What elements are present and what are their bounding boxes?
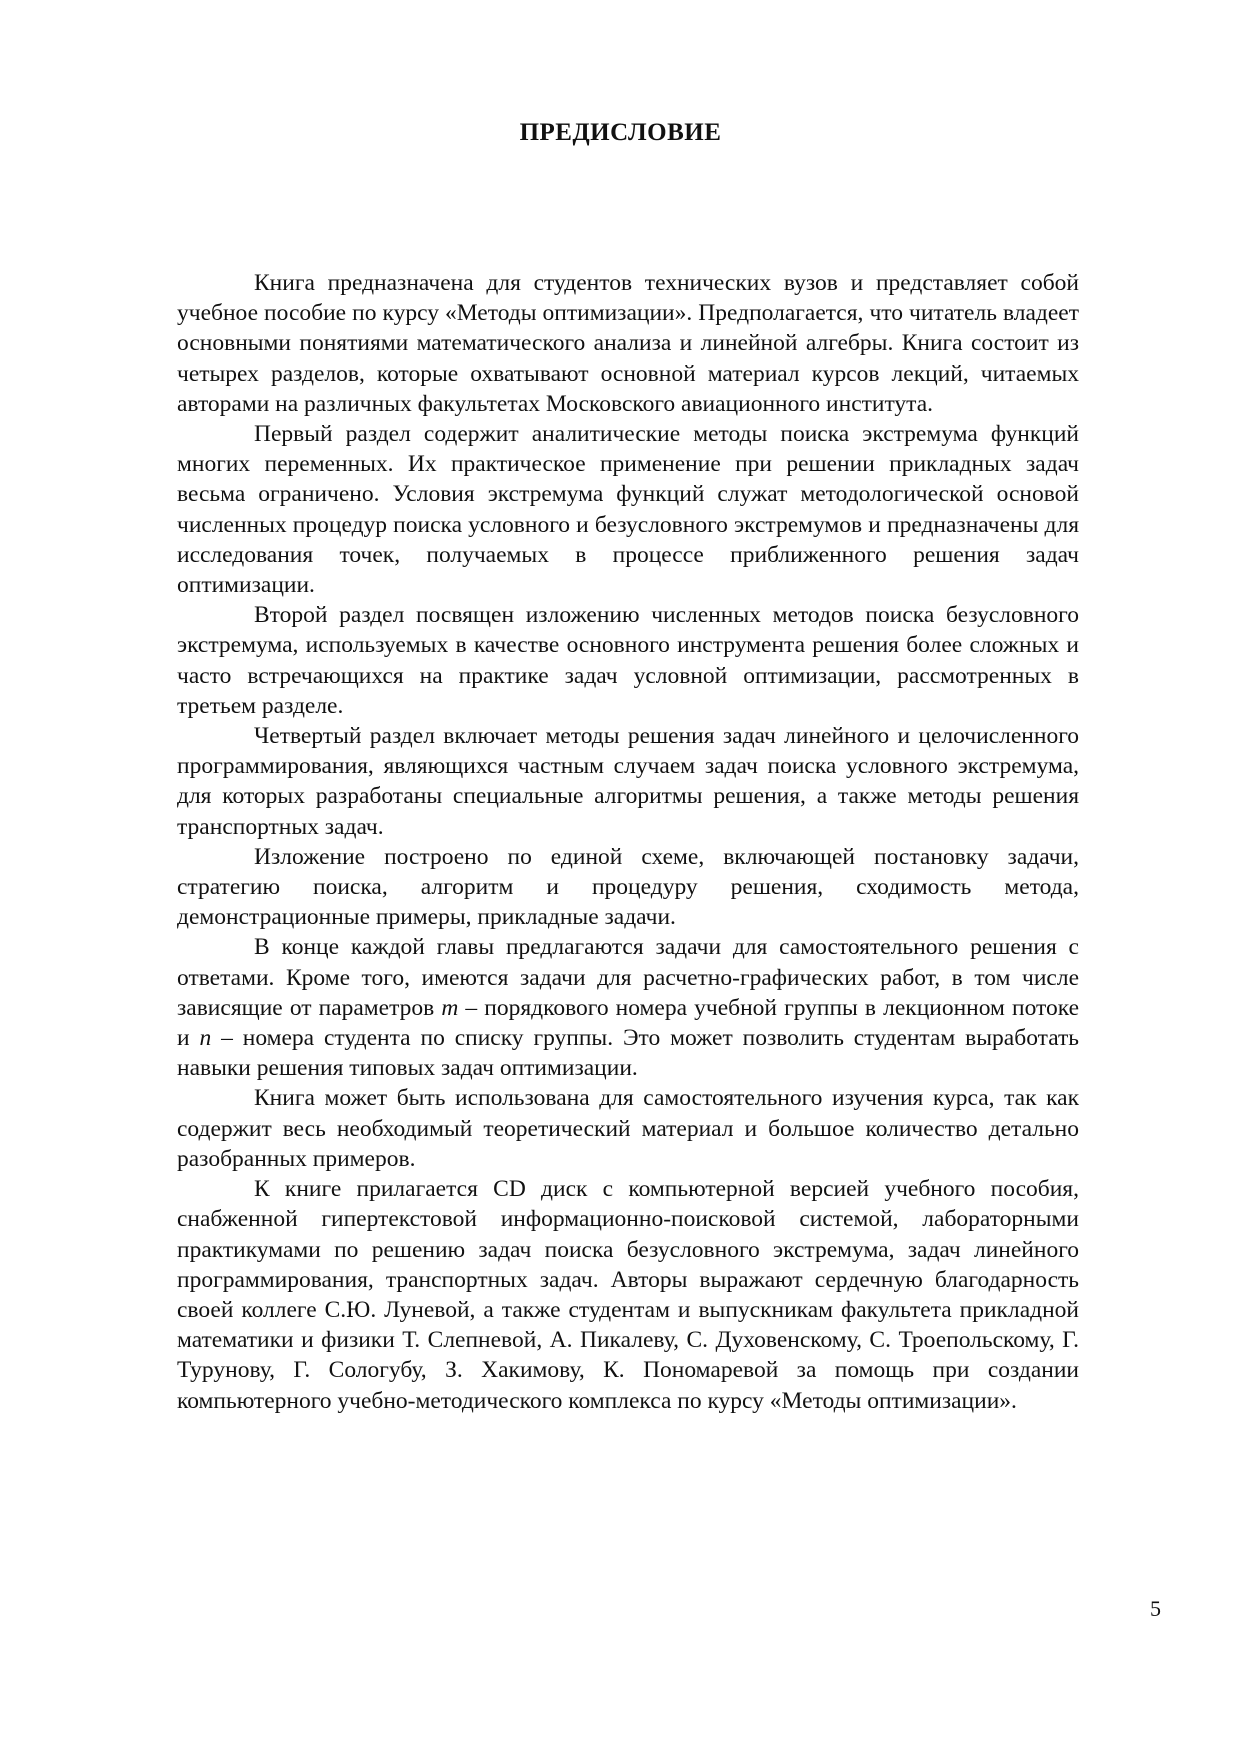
paragraph-exercises	[177, 932, 1079, 1083]
variable-n: n	[199, 1025, 212, 1052]
exercises-text-part-2: – порядкового номера учебной группы в лекционном потоке и	[177, 994, 1080, 1052]
paragraph-structure: Изложение построено по единой схеме, включающей постановку задачи, стратегию поиска, алгоритм и процедуру решения, сходимость метода, демонстрационные примеры, прикладные задачи.	[177, 843, 1079, 931]
page-number: 5	[1150, 1596, 1161, 1621]
paragraph-acknowledgements: К книге прилагается CD диск с компьютерной версией учебного пособия, снабженной гипертекстовой информационно-поисковой системой, лабораторными практикумами по решению задач поиска безусловного экстремума, задач линейного программирования, транспортных задач. Авторы выражают сердечную благодарность своей коллеге С.Ю. Луневой, а также студентам и выпускникам факультета прикладной математики и физики Т. Слепневой, А. Пикалеву, С. Духовенскому, С. Троепольскому, Г. Турунову, Г. Сологубу, З. Хакимову, К. Пономаревой за помощь при создании компьютерного учебно-методического комплекса по курсу «Методы оптимизации».	[177, 1176, 1079, 1414]
paragraph-section-one: Первый раздел содержит аналитические методы поиска экстремума функций многих переменных. Их практическое применение при решении прикладных задач весьма ограничено. Условия экстремума функций служат методологической основой численных процедур поиска условного и безусловного экстремумов и предназначены для исследования точек, получаемых в процессе приближенного решения задач оптимизации.	[177, 421, 1079, 599]
paragraph-section-two: Второй раздел посвящен изложению численных методов поиска безусловного экстремума, используемых в качестве основного инструмента решения более сложных и часто встречающихся на практике задач условной оптимизации, рассмотренных в третьем разделе.	[177, 602, 1079, 719]
preface-body	[177, 268, 1079, 1416]
exercises-text-part-1: В конце каждой главы предлагаются задачи для самостоятельного решения с ответами. Кроме того, имеются задачи для расчетно-графических работ, в том числе зависящие от параметров	[177, 934, 1079, 1021]
paragraph-section-four: Четвертый раздел включает методы решения задач линейного и целочисленного программирования, являющихся частным случаем задач поиска условного экстремума, для которых разработаны специальные алгоритмы решения, а также методы решения транспортных задач.	[177, 723, 1079, 840]
paragraph-purpose: Книга предназначена для студентов технических вузов и представляет собой учебное пособие по курсу «Методы оптимизации». Предполагается, что читатель владеет основными понятиями математического анализа и линейной алгебры. Книга состоит из четырех разделов, которые охватывают основной материал курсов лекций, читаемых авторами на различных факультетах Московского авиационного института.	[177, 270, 1079, 417]
variable-m: m	[441, 994, 459, 1021]
exercises-text-part-3: – номера студента по списку группы. Это может позволить студентам выработать навыки решения типовых задач оптимизации.	[177, 1025, 1079, 1082]
paragraph-self-study: Книга может быть использована для самостоятельного изучения курса, так как содержит весь необходимый теоретический материал и большое количество детально разобранных примеров.	[177, 1085, 1079, 1172]
page-title: ПРЕДИСЛОВИЕ	[519, 119, 722, 146]
